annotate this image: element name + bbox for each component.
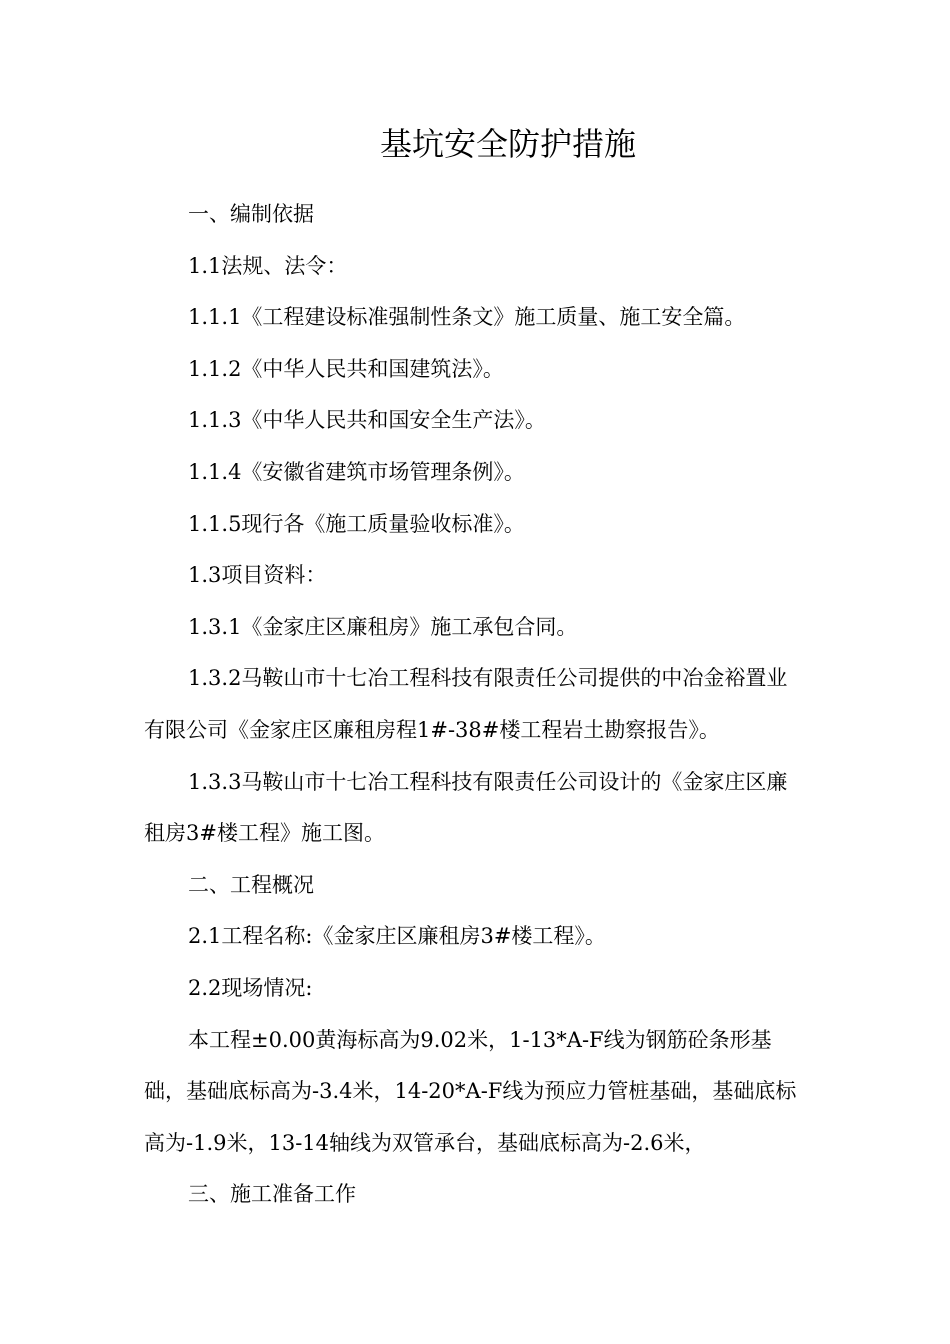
list-item: 1.1.1《工程建设标准强制性条文》施工质量、施工安全篇。 — [188, 305, 746, 330]
body-paragraph: 本工程±0.00黄海标高为9.02米，1-13*A-F线为钢筋砼条形基础，基础底标高为-3.4米，14-20*A-F线为预应力管桩基础，基础底标高为-1.9米，13-14轴线为双管承台，基础底标高为-2.6米， — [144, 1027, 797, 1155]
list-item: 1.3.1《金家庄区廉租房》施工承包合同。 — [188, 614, 578, 639]
subsection-laws: 1.1法规、法令： — [188, 253, 348, 278]
section-heading-overview: 二、工程概况 — [188, 872, 314, 897]
section-heading-basis: 一、编制依据 — [188, 202, 314, 226]
list-item: 1.1.5现行各《施工质量验收标准》。 — [188, 511, 525, 536]
document-body — [144, 189, 804, 1221]
document-title: 基坑安全防护措施 — [379, 125, 636, 163]
list-item: 1.1.3《中华人民共和国安全生产法》。 — [188, 408, 546, 433]
list-item: 1.1.2《中华人民共和国建筑法》。 — [188, 356, 504, 381]
list-item: 1.1.4《安徽省建筑市场管理条例》。 — [188, 459, 525, 484]
list-item: 1.3.2马鞍山市十七冶工程科技有限责任公司提供的中冶金裕置业有限公司《金家庄区廉租房程1#-38#楼工程岩土勘察报告》。 — [144, 666, 788, 742]
list-item: 2.1工程名称:《金家庄区廉租房3#楼工程》。 — [188, 924, 606, 949]
section-heading-preparation: 三、施工准备工作 — [188, 1182, 356, 1207]
list-item: 1.3.3马鞍山市十七冶工程科技有限责任公司设计的《金家庄区廉租房3#楼工程》施工图。 — [144, 769, 788, 846]
subsection-project-materials: 1.3项目资料： — [188, 563, 327, 588]
list-item: 2.2现场情况: — [188, 975, 313, 1000]
